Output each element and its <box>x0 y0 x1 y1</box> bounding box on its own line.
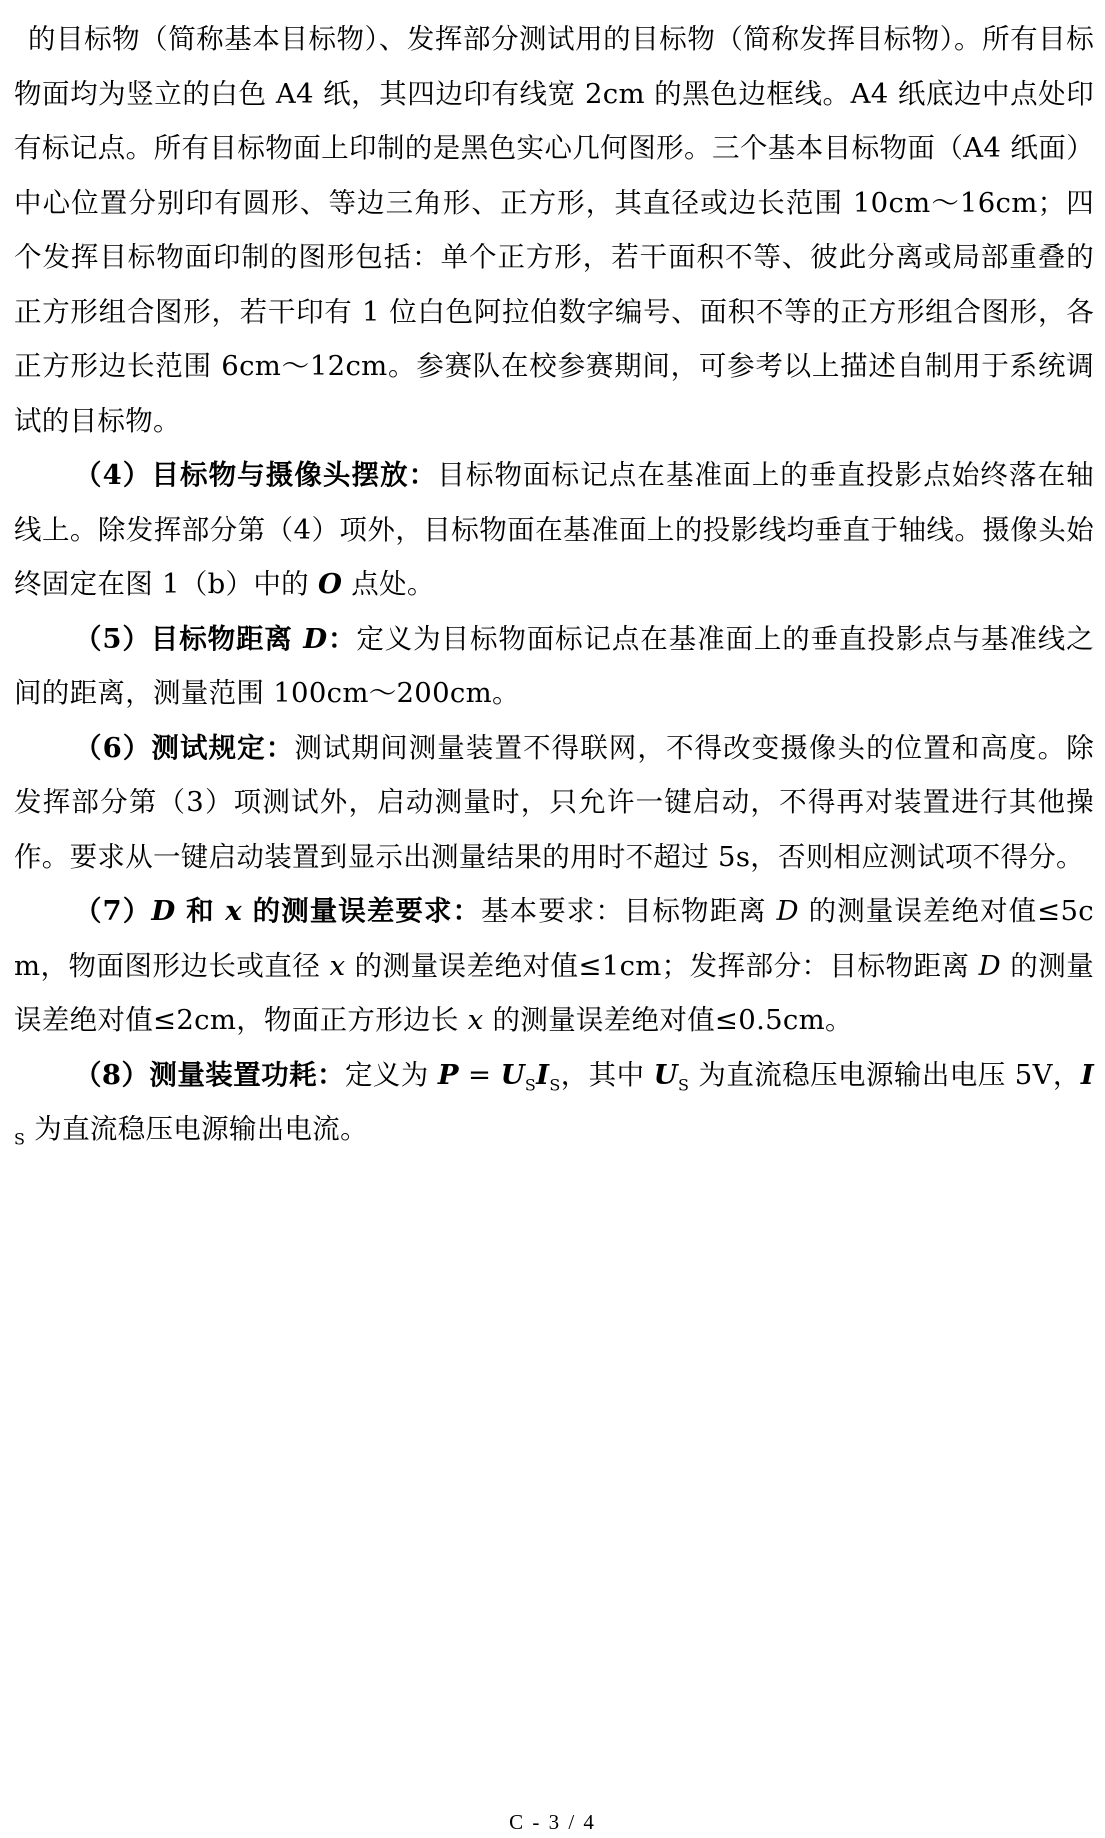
item-8-text-where: ，其中 <box>560 1058 654 1091</box>
heading-d-variable: D <box>151 895 176 927</box>
targets-description-text: 的目标物（简称基本目标物）、发挥部分测试用的目标物（简称发挥目标物）。所有目标物面均为竖立的白色 A4 纸，其四边印有线宽 2cm 的黑色边框线。A4 纸底边中点处印有标记点。所有目标物面上印制的是黑色实心几何图形。三个基本目标物面（A4 纸面）中心位置分别印有圆形、等边三角形、正方形，其直径或边长范围 10cm～16cm；四个发挥目标物面印制的图形包括：单个正方形，若干面积不等、彼此分离或局部重叠的正方形组合图形，若干印有 1 位白色阿拉伯数字编号、面积不等的正方形组合图形，各正方形边长范围 6cm～12cm。参赛队在校参赛期间，可参考以上描述自制用于系统调试的目标物。 <box>14 23 1094 437</box>
item-6-heading: （6）测试规定： <box>74 731 295 764</box>
paragraph-item-6 <box>14 721 1094 885</box>
item-5-text: 定义为目标物面标记点在基准面上的垂直投影点与基准线之间的距离，测量范围 100cm～200cm。 <box>14 622 1094 709</box>
item-4-text-end: 点处。 <box>342 568 435 600</box>
distance-d-variable: D <box>303 622 328 655</box>
heading-x-variable: x <box>225 895 242 927</box>
document-body <box>14 12 1094 1157</box>
voltage-u-variable: U <box>653 1058 678 1091</box>
item-8-text-current: 为直流稳压电源输出电流。 <box>25 1113 368 1145</box>
item-7-heading-end: 的测量误差要求： <box>242 895 482 927</box>
voltage-u-subscript: S <box>677 1075 690 1094</box>
point-o-variable: O <box>317 568 343 600</box>
item-7-text-advanced-d: 的测量误差绝对值≤2cm，物面正方形边长 <box>14 949 1094 1036</box>
item-7-text-advanced-x: 的测量误差绝对值≤0.5cm。 <box>483 1004 853 1036</box>
item-5-heading: （5）目标物距离 <box>74 622 304 655</box>
advanced-x-variable: x <box>467 1004 484 1036</box>
basic-d-variable: D <box>776 895 799 927</box>
current-i-subscript: S <box>14 1129 26 1149</box>
current-i-variable: I <box>1080 1058 1094 1091</box>
paragraph-item-8 <box>14 1048 1094 1157</box>
paragraph-targets-description <box>14 12 1094 448</box>
paragraph-item-4 <box>14 448 1094 612</box>
item-8-text: 定义为 <box>344 1058 438 1091</box>
item-8-text-voltage: 为直流稳压电源输出电压 5V， <box>689 1058 1081 1091</box>
page-number: C - 3 / 4 <box>509 1810 596 1834</box>
paragraph-item-5 <box>14 612 1094 721</box>
formula-i: I <box>536 1058 550 1091</box>
power-formula <box>437 1058 561 1094</box>
paragraph-item-7 <box>14 884 1094 1048</box>
advanced-d-variable: D <box>978 949 1002 982</box>
formula-u-subscript: S <box>524 1075 537 1094</box>
item-4-text: 目标物面标记点在基准面上的垂直投影点始终落在轴线上。除发挥部分第（4）项外，目标物面在基准面上的投影线均垂直于轴线。摄像头始终固定在图 1（b）中的 <box>14 459 1094 600</box>
item-6-text: 测试期间测量装置不得联网，不得改变摄像头的位置和高度。除发挥部分第（3）项测试外，启动测量时，只允许一键启动，不得再对装置进行其他操作。要求从一键启动装置到显示出测量结果的用时不超过 5s，否则相应测试项不得分。 <box>14 731 1094 873</box>
formula-equals: = <box>458 1058 501 1091</box>
item-7-heading-and: 和 <box>175 895 226 927</box>
item-4-heading: （4）目标物与摄像头摆放： <box>74 459 438 491</box>
item-7-text-basic: 基本要求：目标物距离 <box>481 895 777 927</box>
basic-x-variable: x <box>329 949 346 982</box>
item-7-text-basic-d: 的测量误差绝对值≤5cm，物面图形边长或直径 <box>14 895 1094 982</box>
item-7-text-basic-x: 的测量误差绝对值≤1cm；发挥部分：目标物距离 <box>345 949 979 982</box>
item-7-heading: （7） <box>74 895 152 927</box>
formula-u: U <box>500 1058 525 1091</box>
formula-p: P <box>437 1058 459 1091</box>
formula-i-subscript: S <box>549 1075 561 1094</box>
item-5-heading-colon: ： <box>327 622 357 655</box>
item-8-heading: （8）测量装置功耗： <box>74 1058 345 1091</box>
